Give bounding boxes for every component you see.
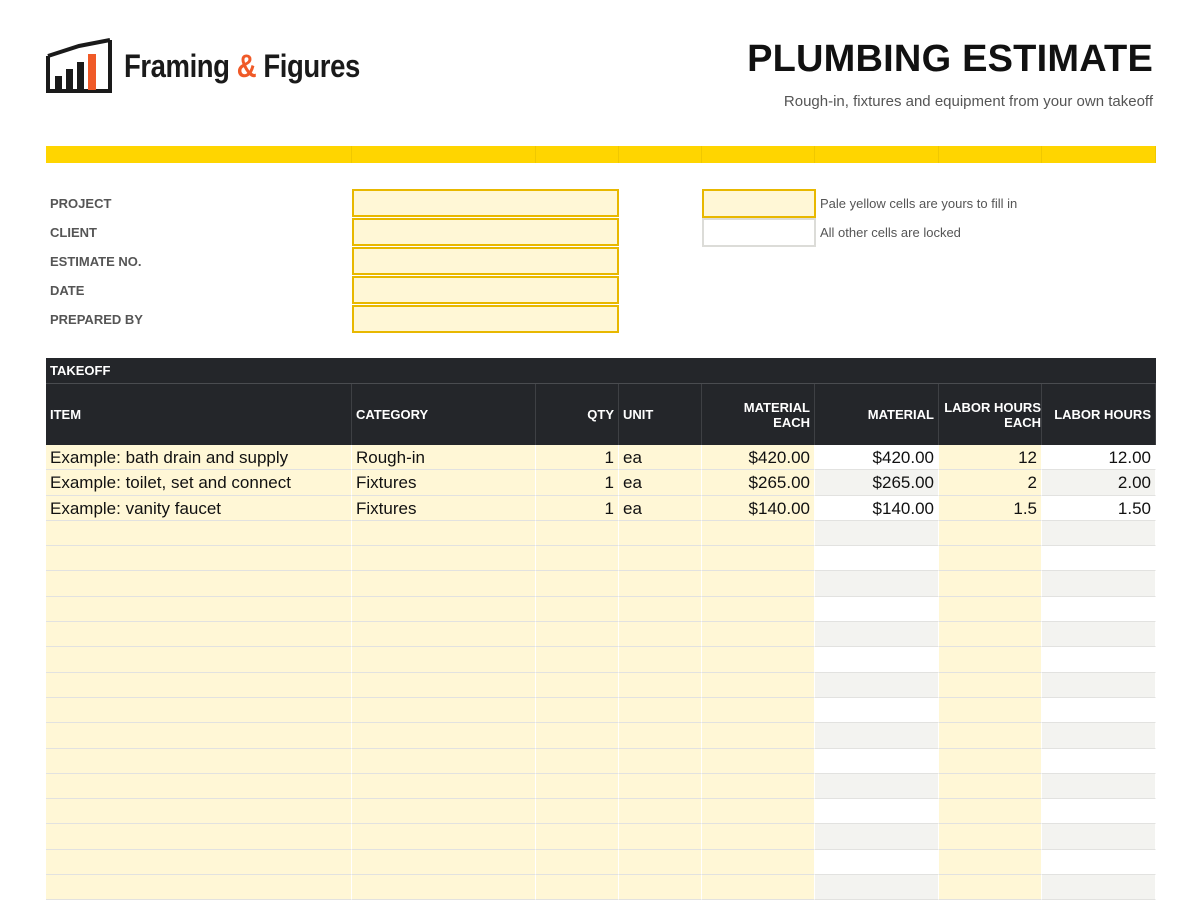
labor-hours-total-cell: [1042, 521, 1156, 546]
item-cell[interactable]: Example: toilet, set and connect: [46, 470, 352, 495]
item-cell[interactable]: [46, 673, 352, 698]
bar-chart-logo-icon: [46, 38, 112, 94]
qty-cell[interactable]: [536, 673, 619, 698]
labor-hours-total-cell: [1042, 647, 1156, 672]
labor-each-cell[interactable]: 2: [939, 470, 1042, 495]
takeoff-section-title: TAKEOFF: [46, 358, 1156, 384]
material-each-cell[interactable]: [702, 749, 815, 774]
project-field[interactable]: [352, 189, 619, 217]
labor-each-cell[interactable]: [939, 622, 1042, 647]
unit-cell[interactable]: ea: [619, 445, 702, 470]
estimate-no-field[interactable]: [352, 247, 619, 275]
qty-cell[interactable]: [536, 698, 619, 723]
item-cell[interactable]: [46, 749, 352, 774]
unit-cell[interactable]: ea: [619, 496, 702, 521]
labor-hours-total-cell: [1042, 597, 1156, 622]
material-each-cell[interactable]: [702, 698, 815, 723]
labor-hours-total-cell: [1042, 698, 1156, 723]
table-row: [46, 824, 1156, 849]
unit-cell[interactable]: [619, 546, 702, 571]
labor-each-cell[interactable]: [939, 571, 1042, 596]
labor-each-cell[interactable]: [939, 749, 1042, 774]
qty-cell[interactable]: [536, 597, 619, 622]
unit-cell[interactable]: [619, 774, 702, 799]
material-total-cell: [815, 875, 939, 900]
material-each-cell[interactable]: $265.00: [702, 470, 815, 495]
qty-cell[interactable]: [536, 749, 619, 774]
category-cell[interactable]: [352, 597, 536, 622]
material-total-cell: [815, 597, 939, 622]
material-total-cell: [815, 647, 939, 672]
item-cell[interactable]: [46, 799, 352, 824]
legend-input-swatch: [702, 189, 816, 218]
qty-cell[interactable]: [536, 850, 619, 875]
table-row: [46, 749, 1156, 774]
legend-input-text: Pale yellow cells are yours to fill in: [820, 196, 1018, 211]
material-total-cell: [815, 850, 939, 875]
qty-cell[interactable]: [536, 571, 619, 596]
material-total-cell: [815, 799, 939, 824]
material-total-cell: [815, 749, 939, 774]
material-each-cell[interactable]: [702, 774, 815, 799]
qty-cell[interactable]: 1: [536, 470, 619, 495]
labor-each-cell[interactable]: [939, 850, 1042, 875]
table-row: [46, 647, 1156, 672]
unit-cell[interactable]: [619, 723, 702, 748]
item-cell[interactable]: Example: bath drain and supply: [46, 445, 352, 470]
qty-cell[interactable]: 1: [536, 496, 619, 521]
material-each-cell[interactable]: [702, 647, 815, 672]
material-each-cell[interactable]: [702, 799, 815, 824]
category-cell[interactable]: [352, 723, 536, 748]
material-total-cell: $265.00: [815, 470, 939, 495]
client-label: CLIENT: [50, 225, 97, 240]
material-total-cell: [815, 622, 939, 647]
unit-cell[interactable]: [619, 799, 702, 824]
col-labor-each: [939, 384, 1042, 445]
material-total-cell: $140.00: [815, 496, 939, 521]
qty-cell[interactable]: [536, 622, 619, 647]
category-cell[interactable]: [352, 824, 536, 849]
material-total-cell: [815, 698, 939, 723]
labor-each-cell[interactable]: [939, 546, 1042, 571]
material-each-cell[interactable]: [702, 850, 815, 875]
qty-cell[interactable]: [536, 521, 619, 546]
material-total-cell: [815, 774, 939, 799]
labor-each-cell[interactable]: [939, 521, 1042, 546]
item-cell[interactable]: [46, 850, 352, 875]
date-label: DATE: [50, 283, 85, 298]
category-cell[interactable]: [352, 647, 536, 672]
unit-cell[interactable]: [619, 622, 702, 647]
accent-bar: [46, 146, 1156, 163]
page-subtitle: Rough-in, fixtures and equipment from your own takeoff: [783, 93, 1153, 110]
material-each-cell[interactable]: [702, 673, 815, 698]
item-cell[interactable]: Example: vanity faucet: [46, 496, 352, 521]
unit-cell[interactable]: [619, 875, 702, 900]
table-row: [46, 698, 1156, 723]
table-row: [46, 571, 1156, 596]
labor-hours-total-cell: [1042, 774, 1156, 799]
unit-cell[interactable]: [619, 698, 702, 723]
category-cell[interactable]: [352, 571, 536, 596]
labor-hours-total-cell: [1042, 571, 1156, 596]
labor-hours-total-cell: 12.00: [1042, 445, 1156, 470]
table-row: [46, 723, 1156, 748]
category-cell[interactable]: Fixtures: [352, 470, 536, 495]
item-cell[interactable]: [46, 875, 352, 900]
labor-each-cell[interactable]: [939, 799, 1042, 824]
labor-each-cell[interactable]: [939, 673, 1042, 698]
item-cell[interactable]: [46, 521, 352, 546]
labor-each-cell[interactable]: 1.5: [939, 496, 1042, 521]
item-cell[interactable]: [46, 647, 352, 672]
table-row: [46, 875, 1156, 900]
table-row: [46, 673, 1156, 698]
material-each-cell[interactable]: [702, 571, 815, 596]
category-cell[interactable]: [352, 799, 536, 824]
material-each-cell[interactable]: [702, 824, 815, 849]
item-cell[interactable]: [46, 622, 352, 647]
brand-name: [124, 50, 360, 82]
material-total-cell: [815, 723, 939, 748]
labor-hours-total-cell: 2.00: [1042, 470, 1156, 495]
table-row: [46, 850, 1156, 875]
labor-each-cell[interactable]: 12: [939, 445, 1042, 470]
labor-hours-total-cell: [1042, 673, 1156, 698]
material-total-cell: [815, 571, 939, 596]
unit-cell[interactable]: [619, 850, 702, 875]
qty-cell[interactable]: [536, 824, 619, 849]
labor-hours-total-cell: [1042, 749, 1156, 774]
table-row: [46, 622, 1156, 647]
labor-hours-total-cell: [1042, 824, 1156, 849]
item-cell[interactable]: [46, 774, 352, 799]
material-each-cell[interactable]: [702, 546, 815, 571]
client-field[interactable]: [352, 218, 619, 246]
col-labor-each-line2: EACH: [1004, 414, 1041, 430]
unit-cell[interactable]: [619, 673, 702, 698]
takeoff-table-body: [46, 445, 1156, 900]
labor-each-cell[interactable]: [939, 597, 1042, 622]
labor-each-cell[interactable]: [939, 723, 1042, 748]
qty-cell[interactable]: 1: [536, 445, 619, 470]
estimate-no-label: ESTIMATE NO.: [50, 254, 142, 269]
material-each-cell[interactable]: [702, 723, 815, 748]
unit-cell[interactable]: [619, 521, 702, 546]
unit-cell[interactable]: ea: [619, 470, 702, 495]
labor-hours-total-cell: [1042, 799, 1156, 824]
col-unit: UNIT: [619, 384, 702, 445]
col-qty: QTY: [536, 384, 619, 445]
item-cell[interactable]: [46, 698, 352, 723]
material-each-cell[interactable]: [702, 875, 815, 900]
col-item: ITEM: [46, 384, 352, 445]
labor-hours-total-cell: [1042, 546, 1156, 571]
page-title: PLUMBING ESTIMATE: [747, 38, 1153, 80]
col-material-each: [702, 384, 815, 445]
category-cell[interactable]: [352, 546, 536, 571]
brand-name-part2: Figures: [263, 48, 360, 84]
prepared-by-label: PREPARED BY: [50, 312, 143, 327]
legend-locked-swatch: [702, 218, 816, 247]
table-row: [46, 445, 1156, 470]
legend-locked-text: All other cells are locked: [820, 225, 961, 240]
unit-cell[interactable]: [619, 647, 702, 672]
labor-hours-total-cell: [1042, 850, 1156, 875]
category-cell[interactable]: [352, 521, 536, 546]
brand-logo: [46, 38, 398, 94]
item-cell[interactable]: [46, 723, 352, 748]
category-cell[interactable]: Rough-in: [352, 445, 536, 470]
category-cell[interactable]: Fixtures: [352, 496, 536, 521]
table-header: [46, 384, 1156, 445]
material-total-cell: [815, 521, 939, 546]
labor-each-cell[interactable]: [939, 875, 1042, 900]
unit-cell[interactable]: [619, 571, 702, 596]
table-row: [46, 799, 1156, 824]
col-material: MATERIAL: [815, 384, 939, 445]
col-material-each-line1: MATERIAL: [743, 399, 810, 415]
labor-each-cell[interactable]: [939, 647, 1042, 672]
material-total-cell: [815, 673, 939, 698]
brand-ampersand: &: [236, 48, 257, 84]
labor-each-cell[interactable]: [939, 824, 1042, 849]
category-cell[interactable]: [352, 673, 536, 698]
qty-cell[interactable]: [536, 647, 619, 672]
labor-hours-total-cell: [1042, 875, 1156, 900]
date-field[interactable]: [352, 276, 619, 304]
table-row: [46, 470, 1156, 495]
category-cell[interactable]: [352, 875, 536, 900]
item-cell[interactable]: [46, 824, 352, 849]
labor-hours-total-cell: 1.50: [1042, 496, 1156, 521]
table-row: [46, 774, 1156, 799]
brand-name-part1: Framing: [124, 48, 230, 84]
category-cell[interactable]: [352, 850, 536, 875]
col-labor-hours: LABOR HOURS: [1042, 384, 1156, 445]
material-total-cell: [815, 824, 939, 849]
unit-cell[interactable]: [619, 749, 702, 774]
prepared-by-field[interactable]: [352, 305, 619, 333]
labor-hours-total-cell: [1042, 723, 1156, 748]
qty-cell[interactable]: [536, 875, 619, 900]
unit-cell[interactable]: [619, 824, 702, 849]
category-cell[interactable]: [352, 622, 536, 647]
labor-hours-total-cell: [1042, 622, 1156, 647]
table-row: [46, 597, 1156, 622]
labor-each-cell[interactable]: [939, 698, 1042, 723]
table-row: [46, 546, 1156, 571]
col-material-each-line2: EACH: [773, 414, 810, 430]
table-row: [46, 496, 1156, 521]
item-cell[interactable]: [46, 597, 352, 622]
material-each-cell[interactable]: [702, 622, 815, 647]
labor-each-cell[interactable]: [939, 774, 1042, 799]
col-category: CATEGORY: [352, 384, 536, 445]
material-each-cell[interactable]: [702, 521, 815, 546]
table-row: [46, 521, 1156, 546]
category-cell[interactable]: [352, 698, 536, 723]
item-cell[interactable]: [46, 546, 352, 571]
qty-cell[interactable]: [536, 546, 619, 571]
material-each-cell[interactable]: $140.00: [702, 496, 815, 521]
qty-cell[interactable]: [536, 774, 619, 799]
unit-cell[interactable]: [619, 597, 702, 622]
material-each-cell[interactable]: $420.00: [702, 445, 815, 470]
qty-cell[interactable]: [536, 799, 619, 824]
category-cell[interactable]: [352, 749, 536, 774]
project-label: PROJECT: [50, 196, 112, 211]
material-each-cell[interactable]: [702, 597, 815, 622]
col-labor-each-line1: LABOR HOURS: [944, 399, 1041, 415]
item-cell[interactable]: [46, 571, 352, 596]
qty-cell[interactable]: [536, 723, 619, 748]
category-cell[interactable]: [352, 774, 536, 799]
material-total-cell: $420.00: [815, 445, 939, 470]
material-total-cell: [815, 546, 939, 571]
